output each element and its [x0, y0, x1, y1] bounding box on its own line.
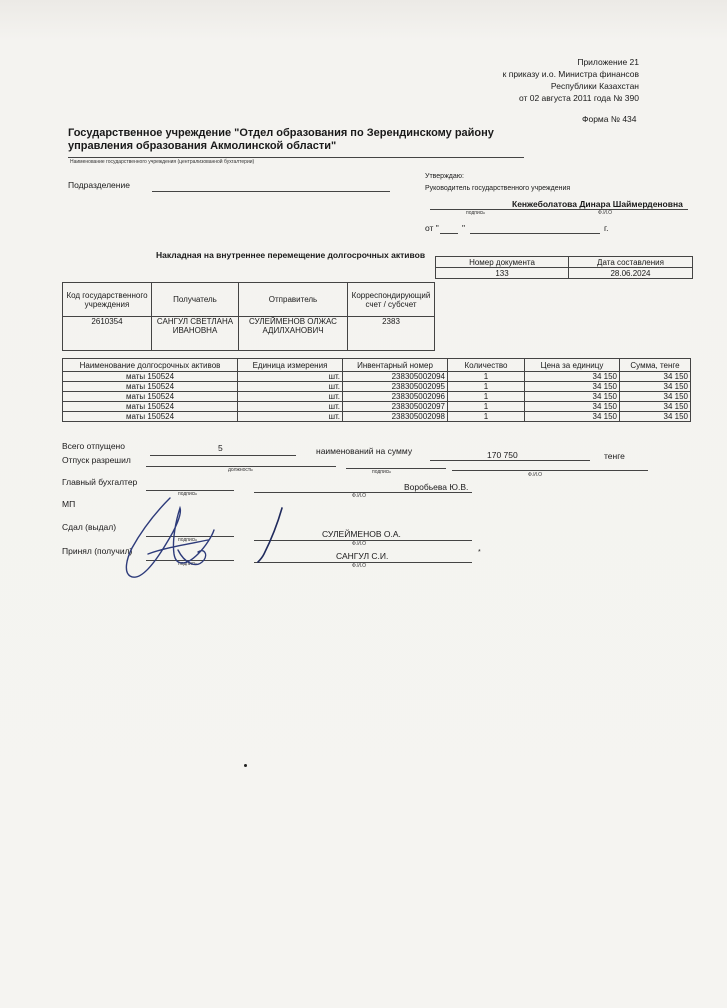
- handwritten-signature-icon: [108, 490, 238, 586]
- asset-name: маты 150524: [63, 372, 238, 382]
- accountant-name: Воробьева Ю.В.: [404, 482, 469, 492]
- items-header: Инвентарный номер: [343, 359, 448, 372]
- doc-title: Накладная на внутреннее перемещение долгосрочных активов: [156, 250, 426, 260]
- approve-date-suffix: г.: [604, 223, 609, 233]
- asset-name: маты 150524: [63, 402, 238, 412]
- doc-date-header: Дата составления: [569, 257, 693, 268]
- items-header: Сумма, тенге: [620, 359, 691, 372]
- sum: 34 150: [620, 402, 691, 412]
- form-number: Форма № 434: [582, 114, 637, 124]
- table-row: [63, 392, 691, 402]
- appendix-line: от 02 августа 2011 года № 390: [518, 93, 639, 103]
- sum: 34 150: [620, 372, 691, 382]
- org-title: Государственное учреждение "Отдел образования по Зерендинскому району управления образования Акмолинской области": [68, 127, 494, 152]
- unit-price: 34 150: [525, 392, 620, 402]
- asset-name: маты 150524: [63, 392, 238, 402]
- approve-date-mid: ": [462, 223, 466, 233]
- sign-caption: подпись: [178, 537, 197, 543]
- quantity: 1: [448, 412, 525, 422]
- sum: 34 150: [620, 412, 691, 422]
- org-caption: Наименование государственного учреждения (централизованной бухгалтерии): [70, 159, 255, 165]
- asset-name: маты 150524: [63, 382, 238, 392]
- account-code: 2383: [348, 317, 435, 351]
- doc-date: 28.06.2024: [569, 268, 693, 279]
- parties-header: Код государственного учреждения: [63, 283, 152, 317]
- appendix-line: Приложение 21: [577, 57, 639, 67]
- items-header: Единица измерения: [238, 359, 343, 372]
- items-header: Цена за единицу: [525, 359, 620, 372]
- released-count: 5: [218, 443, 223, 453]
- table-row: [63, 402, 691, 412]
- sender-name: СУЛЕЙМЕНОВ ОЛЖАС АДИЛХАНОВИЧ: [239, 317, 348, 351]
- approve-label: Утверждаю:: [425, 173, 464, 180]
- fio-caption: Ф.И.О: [528, 472, 543, 478]
- parties-header: Корреспондирующий счет / субсчет: [348, 283, 435, 317]
- appendix-line: Республики Казахстан: [550, 81, 639, 91]
- inventory-number: 238305002097: [343, 402, 448, 412]
- scan-speck: [244, 764, 247, 767]
- fio-caption: Ф.И.О: [352, 541, 367, 547]
- names-label: наименований на сумму: [316, 446, 413, 456]
- parties-table: [62, 282, 435, 351]
- recipient-name: САНГУЛ СВЕТЛАНА ИВАНОВНА: [152, 317, 239, 351]
- quantity: 1: [448, 392, 525, 402]
- approve-role: Руководитель государственного учреждения: [425, 185, 571, 192]
- sum: 34 150: [620, 382, 691, 392]
- inventory-number: 238305002094: [343, 372, 448, 382]
- quantity: 1: [448, 402, 525, 412]
- parties-header: Получатель: [152, 283, 239, 317]
- unit: шт.: [238, 402, 343, 412]
- mp-label: МП: [62, 499, 76, 509]
- quantity: 1: [448, 372, 525, 382]
- items-header: Количество: [448, 359, 525, 372]
- sign-caption: подпись: [466, 210, 485, 216]
- unit: шт.: [238, 382, 343, 392]
- fio-caption: Ф.И.О: [352, 563, 367, 569]
- unit: шт.: [238, 392, 343, 402]
- handed-name: СУЛЕЙМЕНОВ О.А.: [322, 529, 401, 539]
- appendix-block: [503, 56, 639, 104]
- sum: 34 150: [620, 392, 691, 402]
- items-header: Наименование долгосрочных активов: [63, 359, 238, 372]
- handed-label: Сдал (выдал): [62, 522, 117, 532]
- items-table: [62, 358, 691, 422]
- unit-price: 34 150: [525, 402, 620, 412]
- doc-number-table: [435, 256, 693, 279]
- accountant-label: Главный бухгалтер: [62, 477, 138, 487]
- fio-caption: Ф.И.О: [598, 210, 613, 216]
- fio-caption: Ф.И.О: [352, 493, 367, 499]
- approve-date-prefix: от ": [425, 223, 439, 233]
- division-label: Подразделение: [68, 180, 130, 190]
- inventory-number: 238305002096: [343, 392, 448, 402]
- table-row: [63, 412, 691, 422]
- sign-caption: подпись: [178, 561, 197, 567]
- asset-name: маты 150524: [63, 412, 238, 422]
- appendix-line: к приказу и.о. Министра финансов: [502, 69, 639, 79]
- quantity: 1: [448, 382, 525, 392]
- unit-price: 34 150: [525, 372, 620, 382]
- position-caption: должность: [228, 467, 253, 473]
- received-name: САНГУЛ С.И.: [336, 551, 389, 561]
- institution-code: 2610354: [63, 317, 152, 351]
- approver-name: Кенжеболатова Динара Шаймерденовна: [512, 199, 683, 209]
- unit: шт.: [238, 412, 343, 422]
- doc-number-header: Номер документа: [436, 257, 569, 268]
- total-sum: 170 750: [487, 450, 518, 460]
- sign-caption: подпись: [178, 491, 197, 497]
- handwritten-signature-icon: [252, 504, 292, 564]
- currency-label: тенге: [604, 451, 625, 461]
- received-label: Принял (получил): [62, 546, 133, 556]
- unit: шт.: [238, 372, 343, 382]
- parties-header: Отправитель: [239, 283, 348, 317]
- table-row: [63, 372, 691, 382]
- sign-caption: подпись: [372, 469, 391, 475]
- asterisk-mark: *: [478, 549, 481, 556]
- unit-price: 34 150: [525, 382, 620, 392]
- doc-number: 133: [436, 268, 569, 279]
- unit-price: 34 150: [525, 412, 620, 422]
- allowed-label: Отпуск разрешил: [62, 455, 131, 465]
- inventory-number: 238305002098: [343, 412, 448, 422]
- released-label: Всего отпущено: [62, 441, 125, 451]
- inventory-number: 238305002095: [343, 382, 448, 392]
- table-row: [63, 382, 691, 392]
